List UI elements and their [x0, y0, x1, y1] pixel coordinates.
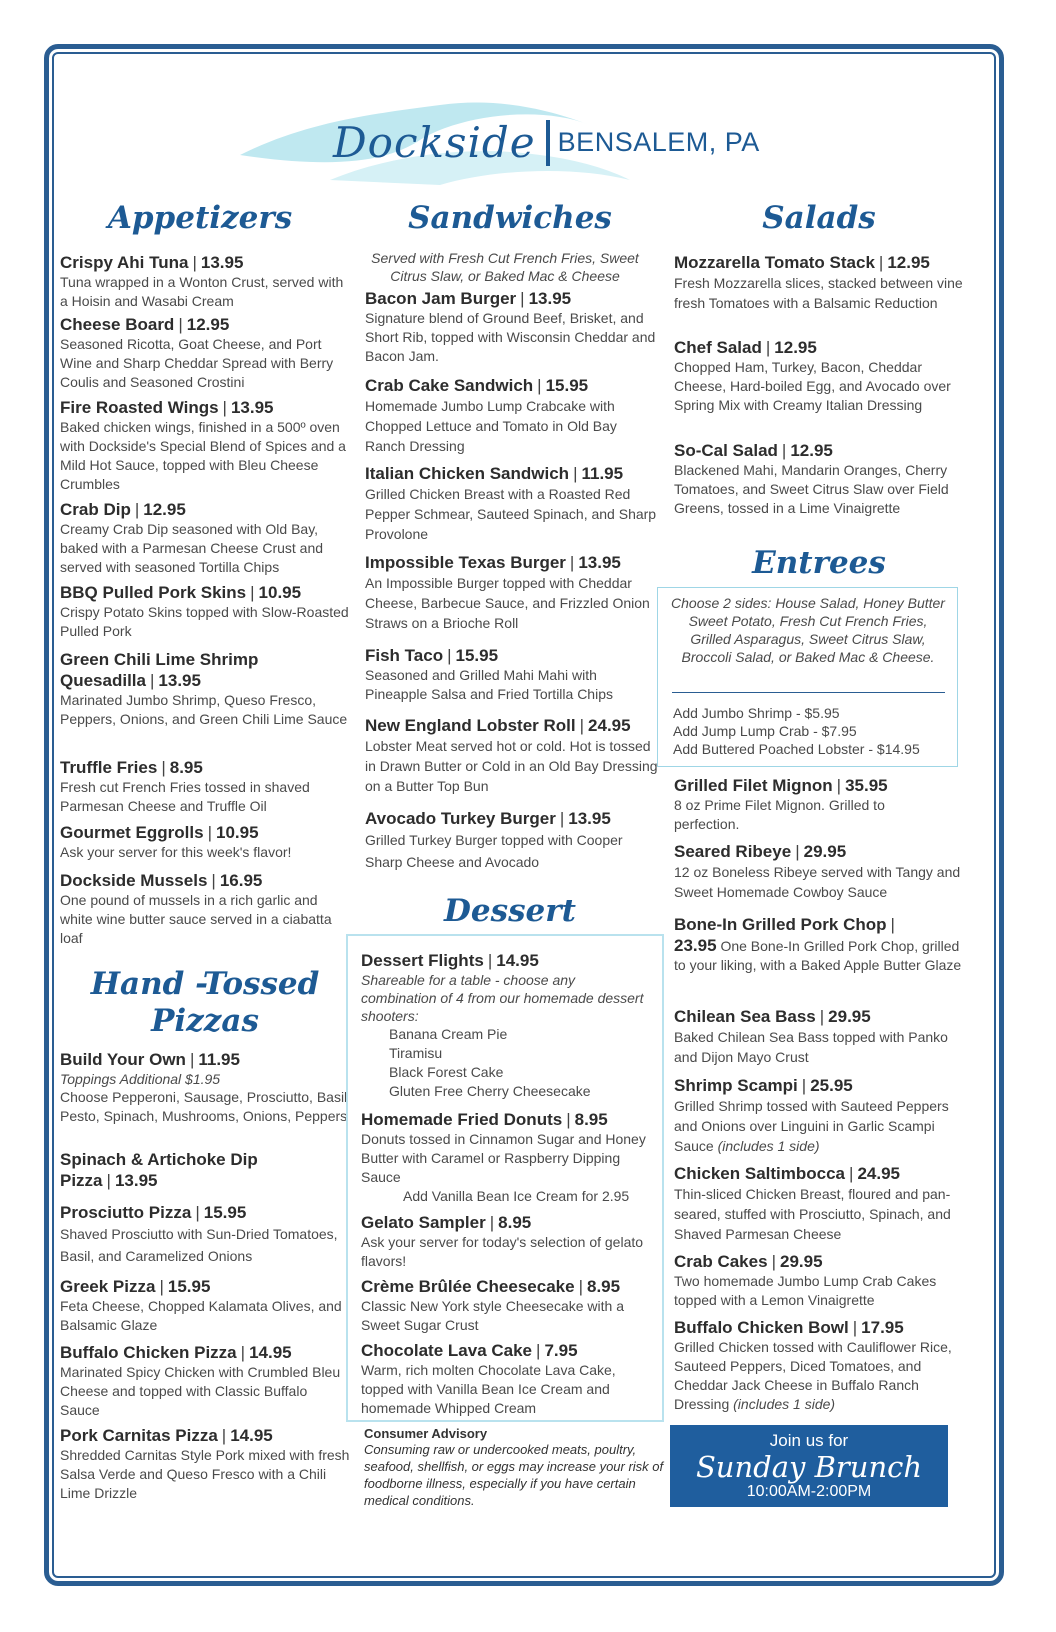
menu-item: Chocolate Lava Cake | 7.95 Warm, rich molten Chocolate Lava Cake, topped with Vanilla Bean Ice Cream and homemade Whipped Cream: [361, 1341, 616, 1416]
brunch-hours: 10:00AM-2:00PM: [746, 1483, 872, 1500]
menu-item: Pork Carnitas Pizza | 14.95 Shredded Carnitas Style Pork mixed with fresh Salsa Verde and Queso Fresco with a Chili Lime Drizzle: [60, 1426, 350, 1501]
menu-item: Fish Taco | 15.95 Seasoned and Grilled Mahi Mahi with Pineapple Salsa and Fried Tortilla Chips: [365, 646, 613, 702]
menu-item: Chef Salad | 12.95 Chopped Ham, Turkey, Bacon, Cheddar Cheese, Hard-boiled Egg, and Avocado over Spring Mix with Creamy Italian Dressing: [674, 338, 951, 413]
logo-location: BENSALEM, PA: [557, 127, 760, 157]
pizzas-heading: Hand -Tossed Pizzas: [90, 966, 320, 1040]
menu-item: Impossible Texas Burger | 13.95 An Impossible Burger topped with Cheddar Cheese, Barbecue Sauce, and Frizzled Onion Straws on a Brioche Roll: [365, 553, 650, 631]
menu-item: Mozzarella Tomato Stack | 12.95 Fresh Mozzarella slices, stacked between vine fresh Tomatoes with a Balsamic Reduction: [674, 253, 963, 311]
menu-item: Avocado Turkey Burger | 13.95 Grilled Turkey Burger topped with Cooper Sharp Cheese and Avocado: [365, 809, 623, 870]
menu-item: Crispy Ahi Tuna | 13.95 Tuna wrapped in a Wonton Crust, served with a Hoisin and Wasabi Cream: [60, 253, 344, 309]
menu-item: Homemade Fried Donuts | 8.95 Donuts tossed in Cinnamon Sugar and Honey Butter with Caramel or Raspberry Dipping Sauce Add Vanilla Bean Ice Cream for 2.95: [361, 1110, 646, 1204]
menu-item: Crème Brûlée Cheesecake | 8.95 Classic New York style Cheesecake with a Sweet Sugar Crust: [361, 1277, 625, 1333]
salads-heading: Salads: [762, 200, 876, 236]
addon-line: Add Buttered Poached Lobster - $14.95: [673, 741, 920, 757]
sunday-brunch-banner: [670, 1425, 948, 1507]
menu-item: New England Lobster Roll | 24.95 Lobster Meat served hot or cold. Hot is tossed in Drawn Butter or Cold in an Old Bay Dressing on a Butter Top Bun: [365, 716, 658, 794]
menu-item: Chicken Saltimbocca | 24.95 Thin-sliced Chicken Breast, floured and pan-seared, stuffed with Prosciutto, Spinach, and Shaved Parmesan Cheese: [674, 1164, 951, 1242]
menu-item: Shrimp Scampi | 25.95 Grilled Shrimp tossed with Sauteed Peppers and Onions over Linguini in Garlic Scampi Sauce (includes 1 side): [674, 1076, 949, 1154]
entrees-heading: Entrees: [752, 545, 886, 581]
menu-item: Crab Cakes | 29.95 Two homemade Jumbo Lump Crab Cakes topped with a Lemon Vinaigrette: [674, 1252, 937, 1308]
menu-item: Bone-In Grilled Pork Chop | 23.95 One Bone-In Grilled Pork Chop, grilled to your liking, with a Baked Apple Butter Glaze: [674, 915, 962, 973]
entree-sides-box: [657, 587, 958, 767]
menu-item: Gourmet Eggrolls | 10.95 Ask your server for this week's flavor!: [60, 823, 292, 860]
menu-item: Seared Ribeye | 29.95 12 oz Boneless Ribeye served with Tangy and Sweet Homemade Cowboy Sauce: [674, 842, 961, 900]
appetizers-heading: Appetizers: [107, 200, 293, 236]
sandwiches-note: Served with Fresh Cut French Fries, Sweet Citrus Slaw, or Baked Mac & Cheese: [371, 250, 639, 284]
menu-item: Bacon Jam Burger | 13.95 Signature blend of Ground Beef, Brisket, and Short Rib, topped with Wisconsin Cheddar and Bacon Jam.: [365, 289, 656, 364]
logo-divider: [546, 120, 550, 166]
divider: [672, 692, 945, 693]
menu-item: Buffalo Chicken Pizza | 14.95 Marinated Spicy Chicken with Crumbled Bleu Cheese and topped with Classic Buffalo Sauce: [60, 1343, 341, 1418]
consumer-advisory: Consumer Advisory Consuming raw or undercooked meats, poultry, seafood, shellfish, or eggs may increase your risk of foodborne illness, especially if you have certain medical conditions.: [364, 1426, 664, 1508]
dessert-heading: Dessert: [444, 893, 576, 929]
menu-item: Prosciutto Pizza | 15.95 Shaved Prosciutto with Sun-Dried Tomatoes, Basil, and Caramelized Onions: [60, 1203, 338, 1264]
menu-item: Greek Pizza | 15.95 Feta Cheese, Chopped Kalamata Olives, and Balsamic Glaze: [60, 1277, 342, 1333]
menu-item: Build Your Own | 11.95 Toppings Additional $1.95 Choose Pepperoni, Sausage, Prosciutto, Basil Pesto, Spinach, Mushrooms, Onions, Peppers: [60, 1050, 348, 1124]
menu-item: Crab Dip | 12.95 Creamy Crab Dip seasoned with Old Bay, baked with a Parmesan Cheese Crust and served with seasoned Tortilla Chips: [60, 500, 324, 575]
menu-item: Chilean Sea Bass | 29.95 Baked Chilean Sea Bass topped with Panko and Dijon Mayo Crust: [674, 1007, 948, 1065]
menu-item: Spinach & Artichoke Dip Pizza | 13.95: [60, 1150, 258, 1190]
brunch-line1: Join us for: [769, 1431, 849, 1450]
menu-item: Fire Roasted Wings | 13.95 Baked chicken wings, finished in a 500º oven with Dockside's Special Blend of Spices and a Mild Hot Sauce, topped with Bleu Cheese Crumbles: [60, 398, 346, 492]
menu-item: Dockside Mussels | 16.95 One pound of mussels in a rich garlic and white wine butter sauce served in a ciabatta loaf: [60, 871, 332, 946]
sandwiches-heading: Sandwiches: [408, 200, 612, 236]
dessert-box: [346, 934, 664, 1422]
menu-item: Cheese Board | 12.95 Seasoned Ricotta, Goat Cheese, and Port Wine and Sharp Cheddar Spread with Berry Coulis and Seasoned Crostini: [60, 315, 334, 390]
menu-item: Italian Chicken Sandwich | 11.95 Grilled Chicken Breast with a Roasted Red Pepper Schmear, Sauteed Spinach, and Sharp Provolone: [365, 464, 657, 542]
menu-item: So-Cal Salad | 12.95 Blackened Mahi, Mandarin Oranges, Cherry Tomatoes, and Sweet Citrus Slaw over Field Greens, tossed in a Lime Vinaigrette: [674, 441, 949, 516]
logo: [333, 118, 760, 167]
logo-script: Dockside: [333, 118, 536, 167]
menu-item: Buffalo Chicken Bowl | 17.95 Grilled Chicken tossed with Cauliflower Rice, Sauteed Peppers, Diced Tomatoes, and Cheddar Jack Cheese in Buffalo Ranch Dressing (includes 1 side): [674, 1318, 952, 1412]
menu-item: Grilled Filet Mignon | 35.95 8 oz Prime Filet Mignon. Grilled to perfection.: [674, 776, 888, 832]
menu-item: Green Chili Lime Shrimp Quesadilla | 13.95 Marinated Jumbo Shrimp, Queso Fresco, Peppers, Onions, and Green Chili Lime Sauce: [60, 650, 348, 727]
menu-item: Truffle Fries | 8.95 Fresh cut French Fries tossed in shaved Parmesan Cheese and Truffle Oil: [60, 758, 310, 814]
entree-sides-note: Choose 2 sides: House Salad, Honey Butter Sweet Potato, Fresh Cut French Fries, Grilled Asparagus, Sweet Citrus Slaw, Broccoli Salad, or Baked Mac & Cheese.: [671, 595, 945, 665]
menu-item: BBQ Pulled Pork Skins | 10.95 Crispy Potato Skins topped with Slow-Roasted Pulled Pork: [60, 583, 349, 639]
menu-item: Gelato Sampler | 8.95 Ask your server for today's selection of gelato flavors!: [361, 1213, 644, 1269]
brunch-title: Sunday Brunch: [695, 1450, 923, 1484]
addon-line: Add Jumbo Shrimp - $5.95: [673, 705, 840, 721]
menu-item: Dessert Flights | 14.95 Shareable for a table - choose any combination of 4 from our homemade dessert shooters: Banana Cream Pie Tiramisu Black Forest Cake Gluten Free Cherry Cheesecake: [361, 951, 644, 1099]
menu-item: Crab Cake Sandwich | 15.95 Homemade Jumbo Lump Crabcake with Chopped Lettuce and Tomato in Old Bay Ranch Dressing: [365, 376, 617, 454]
addon-line: Add Jump Lump Crab - $7.95: [673, 723, 857, 739]
